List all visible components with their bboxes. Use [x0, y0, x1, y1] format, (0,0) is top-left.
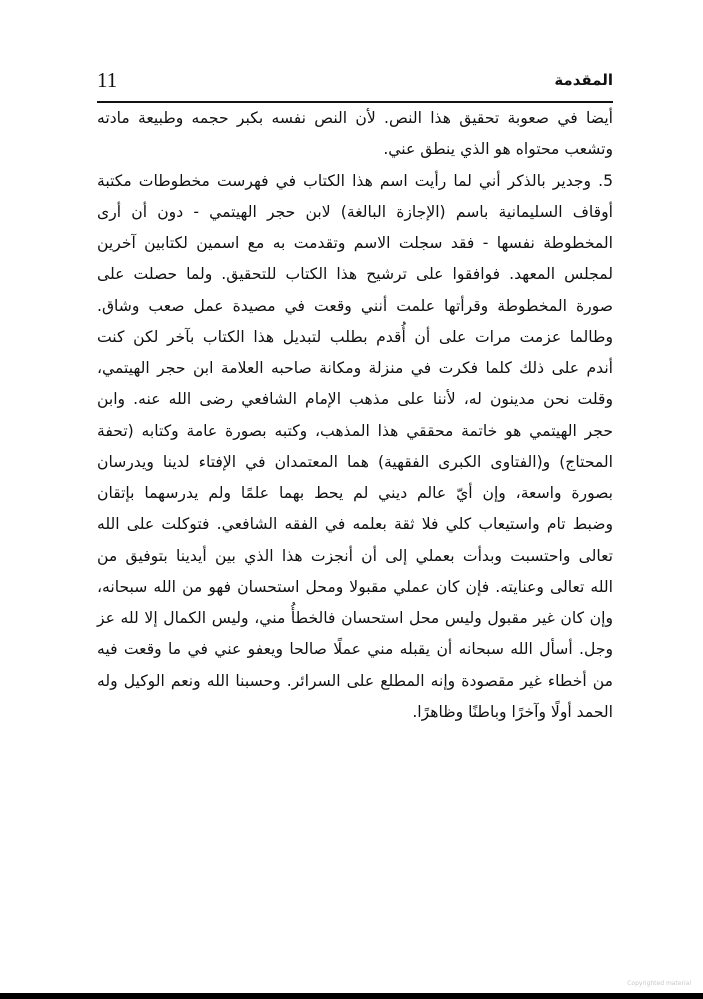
text-line: الحمد أولًا وآخرًا وباطنًا وظاهرًا.	[412, 702, 613, 721]
text-line: وطالما عزمت مرات على أن أُقدم بطلب لتبديل هذا الكتاب بآخر لكن كنت	[97, 327, 613, 346]
text-line: بصورة واسعة، وإن أيّ عالم ديني لم يحط بهما علمًا ولم يدرسهما بإتقان	[97, 484, 613, 502]
text-line: صورة المخطوطة وقرأتها علمت أنني وقعت في مصيدة عمل صعب وشاق.	[97, 296, 613, 315]
watermark: Copyrighted material	[627, 980, 691, 987]
text-line: المخطوطة نفسها - فقد سجلت الاسم وتقدمت به مع اسمين لكتابين آخرين	[97, 234, 613, 252]
text-line: وتشعب محتواه هو الذي ينطق عني.	[383, 140, 613, 159]
text-line: وجل. أسأل الله سبحانه أن يقبله مني عملًا صالحا ويعفو عني في ما وقعت فيه	[97, 640, 613, 659]
text-line: 5. وجدير بالذكر أني لما رأيت اسم هذا الكتاب في فهرست مخطوطات مكتبة	[97, 171, 613, 190]
text-line: وضبط تام واستيعاب كلي فلا ثقة بعلمه في الفقه الشافعي. فتوكلت على الله	[97, 515, 613, 534]
text-line: المحتاج) و(الفتاوى الكبرى الفقهية) هما المعتمدان في الإفتاء لدينا ويدرسان	[97, 452, 613, 471]
text-line: حجر الهيتمي هو خاتمة محققي هذا المذهب، وكتبه بصورة عامة وكتابه (تحفة	[97, 421, 613, 440]
page-number: 11	[97, 68, 118, 92]
bottom-bar	[0, 993, 703, 999]
body-text	[97, 103, 613, 728]
text-line: وقلت نحن مدينون له، لأننا على مذهب الإمام الشافعي رضى الله عنه. وابن	[97, 390, 613, 409]
text-line: من أخطاء غير مقصودة وإنه المطلع على السرائر. وحسبنا الله ونعم الوكيل وله	[97, 671, 613, 690]
text-line: لمجلس المعهد. فوافقوا على ترشيح هذا الكتاب للتحقيق. ولما حصلت على	[97, 265, 613, 284]
text-line: أوقاف السليمانية باسم (الإجازة البالغة) لابن حجر الهيتمي - دون أن أرى	[97, 202, 613, 221]
text-line: الله تعالى وعنايته. فإن كان عملي مقبولا ومحل استحسان فهو من الله سبحانه،	[97, 577, 613, 596]
running-title: المقدمة	[554, 71, 613, 89]
text-line: تعالى واحتسبت وبدأت بعملي إلى أن أنجزت هذا الذي بين أيدينا بتوفيق من	[97, 546, 613, 565]
text-line: أندم على ذلك كلما فكرت في منزلة ومكانة صاحبه العلامة ابن حجر الهيتمي،	[97, 359, 613, 377]
text-line: وإن كان غير مقبول وليس محل استحسان فالخطأُ مني، وليس الكمال إلا لله عز	[97, 609, 613, 627]
text-line: أيضا في صعوبة تحقيق هذا النص. لأن النص نفسه بكبر حجمه وطبيعة مادته	[97, 109, 613, 127]
